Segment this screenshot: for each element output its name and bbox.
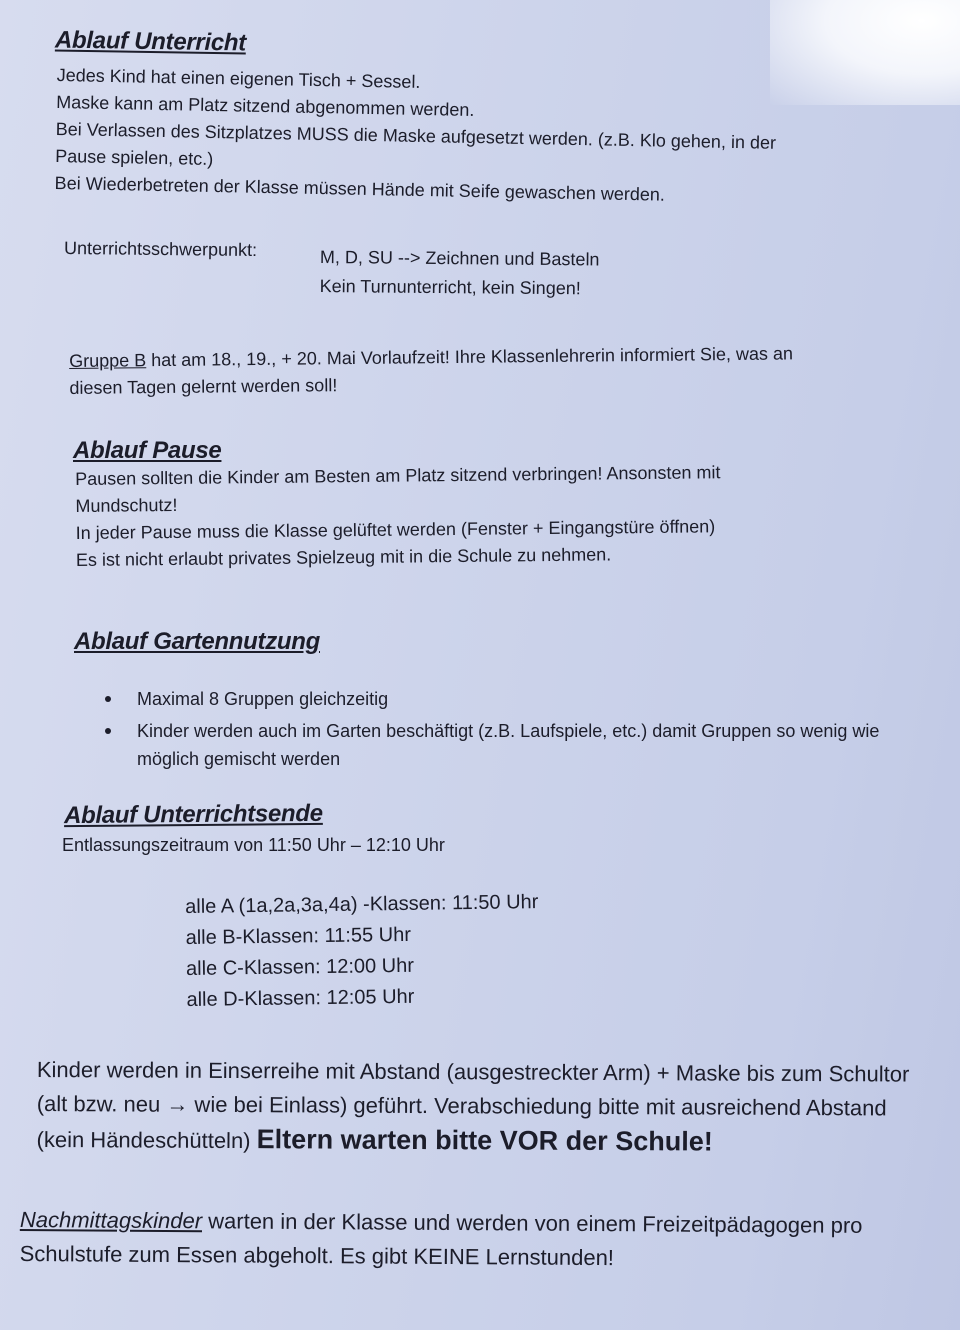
text-span: warten in der Klasse und werden von einem Freizeitpädagogen pro [201,1208,863,1238]
garten-list [105,685,885,773]
gruppe-b-notice [69,340,793,402]
text-line [36,1121,909,1162]
text-line: Pause spielen, etc.) [55,145,214,170]
heading-unterricht: Ablauf Unterricht [54,26,247,57]
text-line: Bei Verlassen des Sitzplatzes MUSS die Maske aufgesetzt werden. (z.B. Klo gehen, in der [55,118,777,153]
text-line: (alt bzw. neu → wie bei Einlass) geführt. Verabschiedung bitte mit ausreichend Abstand [36,1090,887,1121]
time-row: alle B-Klassen: 11:55 Uhr [185,923,412,949]
text-line: Schulstufe zum Essen abgeholt. Es gibt KEINE Lernstunden! [19,1240,615,1271]
pause-text [75,459,721,574]
schwerpunkt-label: Unterrichtsschwerpunkt: [63,237,258,261]
eltern-warning: Eltern warten bitte VOR der Schule! [256,1124,713,1157]
list-item: Maximal 8 Gruppen gleichzeitig [105,685,885,713]
nachmittagskinder-label: Nachmittagskinder [19,1206,203,1234]
unterricht-text [54,62,777,211]
time-row: alle D-Klassen: 12:05 Uhr [186,985,415,1011]
text-line: M, D, SU --> Zeichnen und Basteln [319,246,600,270]
text-line: Mundschutz! [75,494,178,516]
nachmittag-paragraph [20,1203,863,1277]
text-line: Pausen sollten die Kinder am Besten am Platz sitzend verbringen! Ansonsten mit [75,462,721,489]
text-line: Es ist nicht erlaubt privates Spielzeug mit in die Schule zu nehmen. [75,544,612,570]
text-line: Kein Turnunterricht, kein Singen! [319,275,581,299]
text-line: Jedes Kind hat einen eigenen Tisch + Sessel. [56,64,421,92]
time-row: alle C-Klassen: 12:00 Uhr [185,954,415,980]
text-line: Maske kann am Platz sitzend abgenommen werden. [56,91,475,121]
gruppe-b-label: Gruppe B [69,350,147,371]
list-item: Kinder werden auch im Garten beschäftigt (z.B. Laufspiele, etc.) damit Gruppen so wenig wie möglich gemischt werden [105,717,885,773]
entlassung-paragraph [36,1053,909,1162]
text-span: (kein Händeschütteln) [36,1126,257,1154]
text-span: hat am 18., 19., + 20. Mai Vorlaufzeit! Ihre Klassenlehrerin informiert Sie, was an [146,343,794,371]
text-line: In jeder Pause muss die Klasse gelüftet werden (Fenster + Eingangstüre öffnen) [75,516,716,543]
light-glare [770,0,960,105]
time-row: alle A (1a,2a,3a,4a) -Klassen: 11:50 Uhr [185,891,539,918]
heading-gartennutzung: Ablauf Gartennutzung [74,628,320,655]
time-schedule [185,887,540,1016]
heading-pause: Ablauf Pause [73,437,222,464]
text-line: Kinder werden in Einserreihe mit Abstand (ausgestreckter Arm) + Maske bis zum Schultor [36,1057,910,1087]
text-line: Bei Wiederbetreten der Klasse müssen Hände mit Seife gewaschen werden. [54,172,666,205]
text-line: diesen Tagen gelernt werden soll! [69,375,338,398]
schwerpunkt-values [320,244,600,302]
entlassungszeitraum: Entlassungszeitraum von 11:50 Uhr – 12:10 Uhr [62,835,445,855]
heading-unterrichtsende: Ablauf Unterrichtsende [63,799,323,830]
